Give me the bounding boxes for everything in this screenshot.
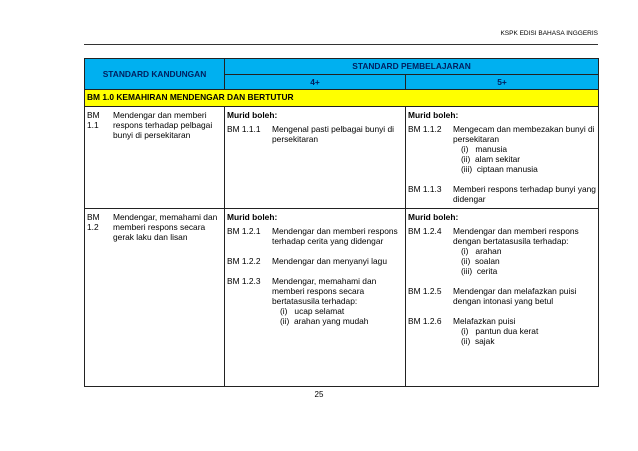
- sub-item: (ii) alam sekitar: [461, 154, 521, 164]
- item-text: Mengecam dan membezakan bunyi di persekitaran: [453, 124, 595, 144]
- section-title: BM 1.0 KEMAHIRAN MENDENGAR DAN BERTUTUR: [85, 90, 599, 107]
- item-code: BM 1.2.2: [227, 256, 261, 266]
- kandungan-code: BM 1.1: [87, 110, 100, 130]
- learning-item: [227, 276, 403, 326]
- lead-text: Murid boleh:: [227, 212, 278, 222]
- learning-item: [227, 124, 403, 144]
- pembelajaran-5-cell: [406, 209, 599, 387]
- learning-item: [408, 286, 596, 306]
- item-text: Melafazkan puisi: [453, 316, 516, 326]
- item-code: BM 1.2.3: [227, 276, 261, 286]
- learning-item: [408, 184, 596, 204]
- pembelajaran-4-cell: [225, 107, 406, 209]
- sub-item: (i) arahan: [461, 246, 502, 256]
- header-age-5: 5+: [406, 74, 599, 90]
- item-code: BM 1.2.5: [408, 286, 442, 296]
- item-code: BM 1.1.2: [408, 124, 442, 134]
- lead-text: Murid boleh:: [408, 212, 459, 222]
- lead-text: Murid boleh:: [408, 110, 459, 120]
- item-text: Mendengar dan menyanyi lagu: [272, 256, 388, 266]
- header-standard-kandungan: STANDARD KANDUNGAN: [85, 59, 225, 90]
- sub-item: (ii) sajak: [461, 336, 495, 346]
- running-header: KSPK EDISI BAHASA INGGERIS: [500, 30, 598, 37]
- item-text: Mengenal pasti pelbagai bunyi di persekitaran: [272, 124, 394, 144]
- item-text: Memberi respons terhadap bunyi yang didengar: [453, 184, 596, 204]
- learning-item: [227, 256, 403, 266]
- learning-item: [227, 226, 403, 246]
- learning-item: [408, 316, 596, 346]
- item-text: Mendengar dan memberi respons terhadap cerita yang didengar: [272, 226, 398, 246]
- standards-table: [84, 58, 599, 387]
- item-code: BM 1.2.4: [408, 226, 442, 236]
- pembelajaran-4-cell: [225, 209, 406, 387]
- kandungan-cell: [85, 107, 225, 209]
- kandungan-code: BM 1.2: [87, 212, 100, 232]
- item-text: Mendengar, memahami dan memberi respons secara bertatasusila terhadap:: [272, 276, 377, 306]
- item-text: Mendengar dan memberi respons dengan bertatasusila terhadap:: [453, 226, 579, 246]
- sub-item: (ii) arahan yang mudah: [280, 316, 369, 326]
- item-code: BM 1.1.1: [227, 124, 261, 134]
- sub-item: (ii) soalan: [461, 256, 500, 266]
- page-number: 25: [314, 390, 324, 399]
- kandungan-cell: [85, 209, 225, 387]
- learning-item: [408, 124, 596, 174]
- header-rule: [84, 44, 598, 45]
- header-standard-pembelajaran: STANDARD PEMBELAJARAN: [225, 59, 599, 75]
- item-code: BM 1.1.3: [408, 184, 442, 194]
- sub-item: (iii) cerita: [461, 266, 498, 276]
- item-text: Mendengar dan melafazkan puisi dengan intonasi yang betul: [453, 286, 577, 306]
- learning-item: [408, 226, 596, 276]
- lead-text: Murid boleh:: [227, 110, 278, 120]
- pembelajaran-5-cell: [406, 107, 599, 209]
- header-age-4: 4+: [225, 74, 406, 90]
- kandungan-text: Mendengar dan memberi respons terhadap pelbagai bunyi di persekitaran: [113, 110, 213, 140]
- sub-item: (i) ucap selamat: [280, 306, 345, 316]
- sub-item: (i) manusia: [461, 144, 508, 154]
- kandungan-text: Mendengar, memahami dan memberi respons secara gerak laku dan lisan: [113, 212, 218, 242]
- item-code: BM 1.2.6: [408, 316, 442, 326]
- item-code: BM 1.2.1: [227, 226, 261, 236]
- sub-item: (iii) ciptaan manusia: [461, 164, 538, 174]
- sub-item: (i) pantun dua kerat: [461, 326, 539, 336]
